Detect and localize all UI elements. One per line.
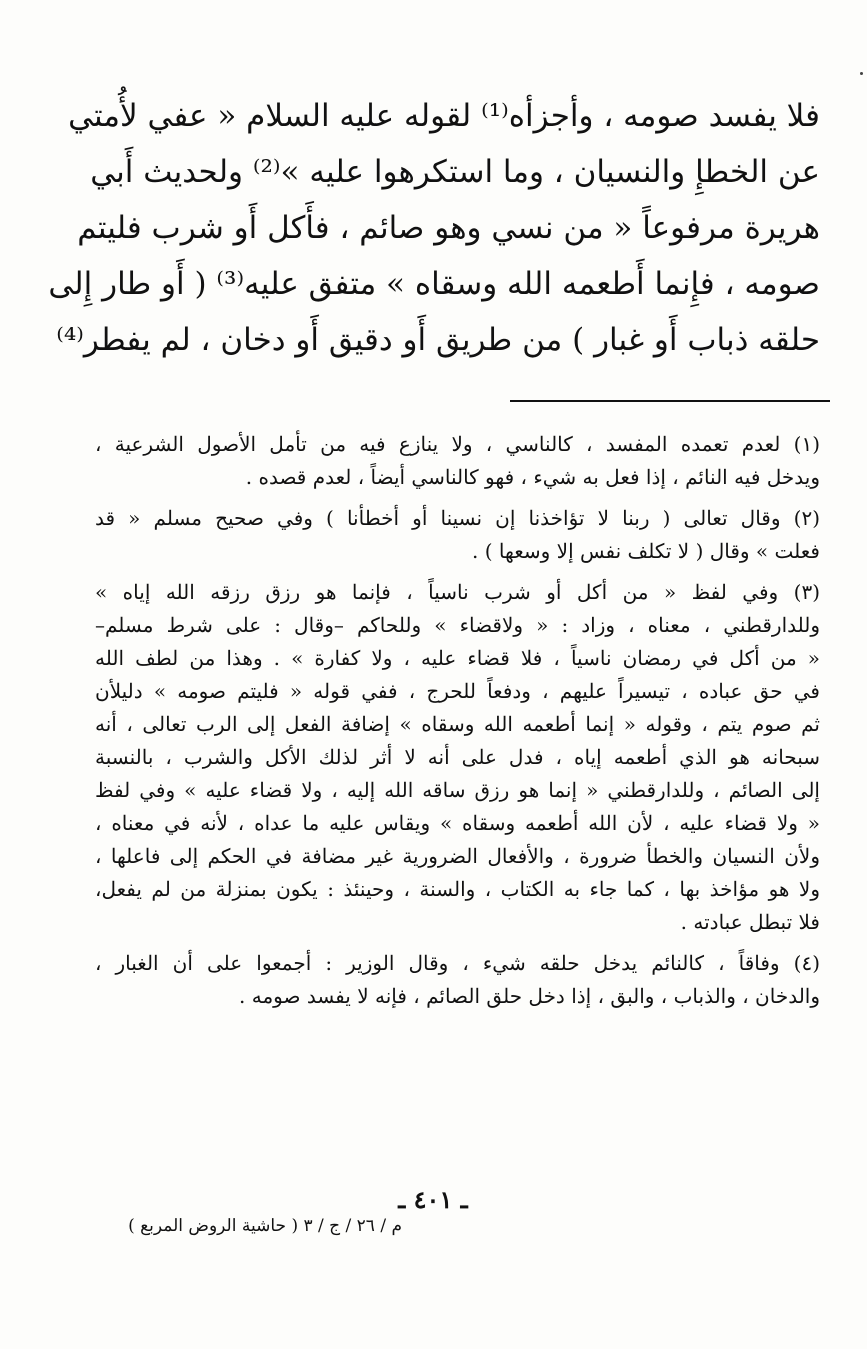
footnote-line: ويدخل فيه النائم ، إذا فعل به شيء ، فهو كالناسي أيضاً ، لعدم قصده . [245,465,820,489]
scan-speck [860,72,863,75]
footnote-line: « ولا قضاء عليه ، لأن الله أطعمه وسقاه » ويقاس عليه ما عداه ، لأنه في معناه ، [95,811,820,835]
footnote-line: في حق عباده ، تيسيراً عليهم ، ودفعاً للحرج ، ففي قوله « فليتم صومه » دليلأن [95,679,820,703]
footnote-4 [95,947,820,1013]
footnote-line: سبحانه هو الذي أطعمه إياه ، فدل على أنه لا أثر لذلك الأكل والشرب ، بالنسبة [95,745,820,769]
signature-mark: م / ٢٦ / ج / ٣ ( حاشية الروض المربع ) [128,1216,402,1236]
page-number: ـ ٤٠١ ـ [398,1185,468,1214]
footnote-line: وللدارقطني ، معناه ، وزاد : « ولاقضاء » وللحاكم –وقال : على شرط مسلم– [95,613,820,637]
footnote-line: إلى الصائم ، وللدارقطني « إنما هو رزق ساقه الله إليه ، ولا قضاء عليه » وفي لفظ [95,778,820,802]
footnote-line: ولا هو مؤاخذ بها ، كما جاء به الكتاب ، والسنة ، وحينئذ : يكون بمنزلة من لم يفعل، [95,877,820,901]
footnote-3 [95,576,820,939]
main-text-block [48,88,820,368]
footnote-line: فعلت » وقال ( لا تكلف نفس إلا وسعها ) . [472,539,820,563]
main-text-line: حلقه ذباب أَو غبار ) من طريق أَو دقيق أَو دخان ، لم يفطر⁽⁴⁾ [56,322,820,358]
main-text-line: هريرة مرفوعاً « من نسي وهو صائم ، فأَكل أَو شرب فليتم [77,210,820,246]
footnote-line: (٢) وقال تعالى ( ربنا لا تؤاخذنا إن نسينا أو أخطأنا ) وفي صحيح مسلم « قد [95,506,820,530]
footnote-2 [95,502,820,568]
footnote-line: « من أكل في رمضان ناسياً ، فلا قضاء عليه ، ولا كفارة » . وهذا من لطف الله [95,646,820,670]
footnote-line: (٣) وفي لفظ « من أكل أو شرب ناسياً ، فإنما هو رزق رزقه الله إياه » [95,580,820,604]
main-text-line: صومه ، فإِنما أَطعمه الله وسقاه » متفق عليه⁽³⁾ ( أَو طار إِلى [48,266,820,302]
footnote-line: (١) لعدم تعمده المفسد ، كالناسي ، ولا ينازع فيه من تأمل الأصول الشرعية ، [95,432,820,456]
footnote-line: فلا تبطل عبادته . [680,910,820,934]
main-text-line: عن الخطإِ والنسيان ، وما استكرهوا عليه »⁽²⁾ ولحديث أَبي [90,154,820,190]
footnote-separator [510,400,830,402]
footnote-line: ولأن النسيان والخطأ ضرورة ، والأفعال الضرورية غير مضافة في الحكم إلى فاعلها ، [95,844,820,868]
footnote-line: ثم صوم يتم ، وقوله « إنما أطعمه الله وسقاه » إضافة الفعل إلى الرب تعالى ، أنه [95,712,820,736]
main-text-line: فلا يفسد صومه ، وأجزأه⁽¹⁾ لقوله عليه السلام « عفي لأُمتي [68,98,820,134]
footnote-1 [95,428,820,494]
footnotes-block [95,428,820,1021]
footnote-line: والدخان ، والذباب ، والبق ، إذا دخل حلق الصائم ، فإنه لا يفسد صومه . [239,984,820,1008]
footnote-line: (٤) وفاقاً ، كالنائم يدخل حلقه شيء ، وقال الوزير : أجمعوا على أن الغبار ، [95,951,820,975]
